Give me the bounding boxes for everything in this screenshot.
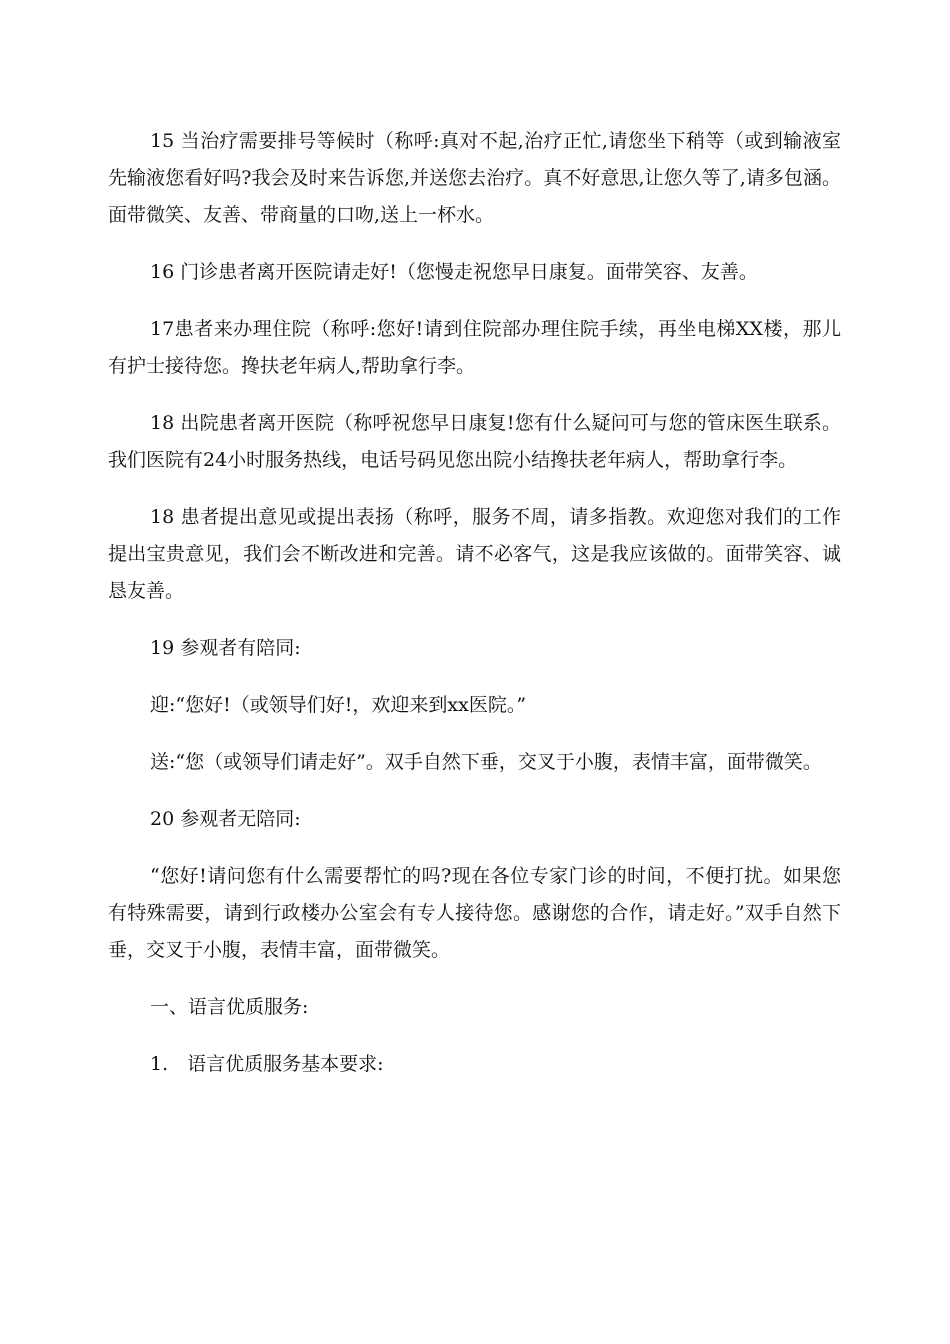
paragraph-unaccompanied-script: “您好!请问您有什么需要帮忙的吗?现在各位专家门诊的时间，不便打扰。如果您有特殊需要，请到行政楼办公室会有专人接待您。感谢您的合作，请走好。”双手自然下垂，交叉于小腹，表情丰富，面带微笑。 (108, 865, 841, 961)
paragraph-15-treatment-waiting: 15 当治疗需要排号等候时（称呼:真对不起,治疗正忙,请您坐下稍等（或到输液室先输液您看好吗?我会及时来告诉您,并送您去治疗。真不好意思,让您久等了,请多包涵。面带微笑、友善、带商量的口吻,送上一杯水。 (108, 130, 841, 226)
paragraph-18-feedback: 18 患者提出意见或提出表扬（称呼，服务不周，请多指教。欢迎您对我们的工作提出宝贵意见，我们会不断改进和完善。请不必客气，这是我应该做的。面带笑容、诚恳友善。 (108, 506, 841, 602)
paragraph-16-outpatient-leaving: 16 门诊患者离开医院请走好!（您慢走祝您早日康复。面带笑容、友善。 (150, 261, 758, 283)
paragraph-farewell-greeting: 送:“您（或领导们请走好”。双手自然下垂，交叉于小腹，表情丰富，面带微笑。 (150, 751, 822, 773)
paragraph-19-accompanied-visitors: 19 参观者有陪同: (150, 637, 301, 659)
paragraph-17-admission: 17患者来办理住院（称呼:您好!请到住院部办理住院手续，再坐电梯XX楼，那儿有护士接待您。搀扶老年病人,帮助拿行李。 (108, 318, 841, 377)
section-heading-language-service: 一、语言优质服务: (150, 996, 309, 1018)
list-item-basic-requirements: 1. 语言优质服务基本要求: (150, 1053, 384, 1075)
document-body (108, 123, 841, 1103)
paragraph-welcome-greeting: 迎:“您好!（或领导们好!，欢迎来到xx医院。” (150, 694, 527, 716)
paragraph-20-unaccompanied-visitors: 20 参观者无陪同: (150, 808, 301, 830)
paragraph-18-discharge: 18 出院患者离开医院（称呼祝您早日康复!您有什么疑问可与您的管床医生联系。我们医院有24小时服务热线，电话号码见您出院小结搀扶老年病人，帮助拿行李。 (108, 412, 841, 471)
